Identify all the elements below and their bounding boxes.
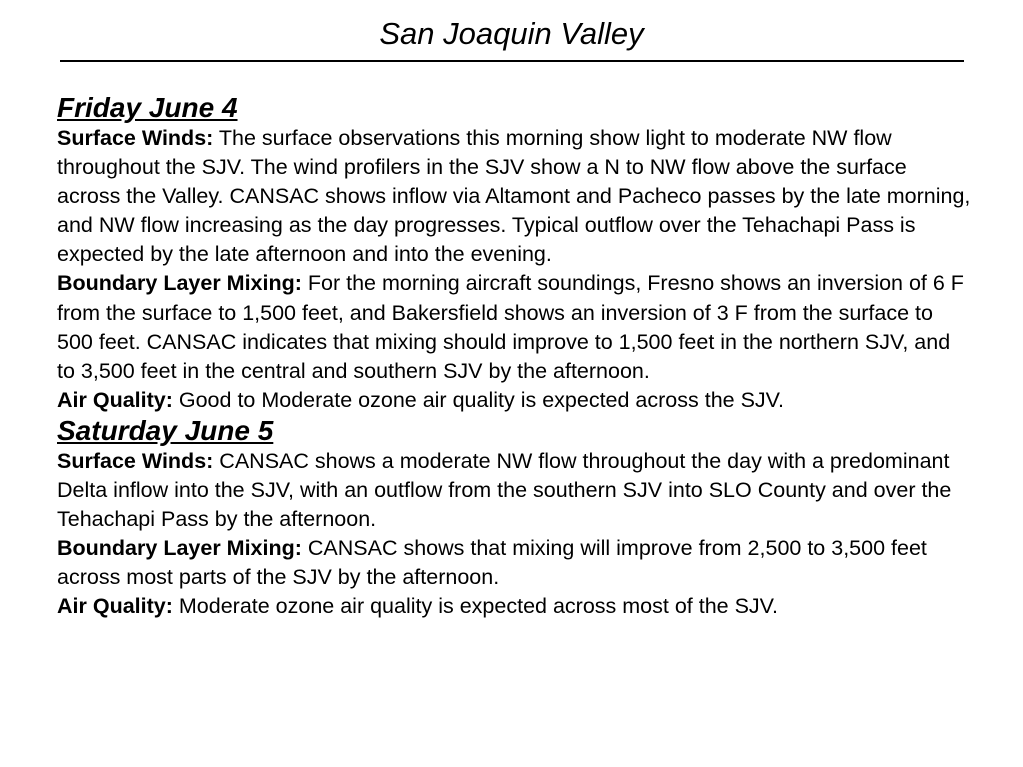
air-quality-paragraph	[57, 386, 972, 415]
forecast-content	[57, 92, 972, 622]
day-saturday	[57, 415, 972, 622]
boundary-layer-mixing-paragraph	[57, 269, 972, 385]
air-quality-paragraph	[57, 592, 972, 621]
section-text: The surface observations this morning show light to moderate NW flow throughout the SJV. The wind profilers in the SJV show a N to NW flow above the surface across the Valley. CANSAC shows inflow via Altamont and Pacheco passes by the late morning, and NW flow increasing as the day progresses. Typical outflow over the Tehachapi Pass is expected by the late afternoon and into the evening.	[57, 126, 971, 267]
section-label: Surface Winds:	[57, 126, 214, 150]
section-text: CANSAC shows that mixing will improve from 2,500 to 3,500 feet across most parts of the SJV by the afternoon.	[57, 536, 927, 590]
section-text: CANSAC shows a moderate NW flow throughout the day with a predominant Delta inflow into the SJV, with an outflow from the southern SJV into SLO County and over the Tehachapi Pass by the afternoon.	[57, 448, 952, 532]
section-label: Boundary Layer Mixing:	[57, 271, 302, 296]
day-friday	[57, 92, 972, 415]
day-heading: Saturday June 5	[57, 414, 274, 446]
surface-winds-paragraph	[57, 124, 972, 269]
surface-winds-paragraph	[57, 447, 972, 534]
section-text: Good to Moderate ozone air quality is expected across the SJV.	[178, 387, 785, 412]
section-label: Air Quality:	[57, 387, 173, 412]
day-heading: Friday June 4	[57, 92, 238, 123]
boundary-layer-mixing-paragraph	[57, 534, 972, 592]
section-label: Air Quality:	[57, 594, 173, 619]
section-text: For the morning aircraft soundings, Fresno shows an inversion of 6 F from the surface to 1,500 feet, and Bakersfield shows an inversion of 3 F from the surface to 500 feet. CANSAC indicates that mixing should improve to 1,500 feet in the northern SJV, and to 3,500 feet in the central and southern SJV by the afternoon.	[57, 271, 964, 383]
section-label: Boundary Layer Mixing:	[57, 536, 302, 561]
title-divider	[60, 60, 964, 62]
section-text: Moderate ozone air quality is expected across most of the SJV.	[178, 594, 779, 619]
page-title: San Joaquin Valley	[379, 16, 644, 51]
section-label: Surface Winds:	[57, 448, 214, 473]
